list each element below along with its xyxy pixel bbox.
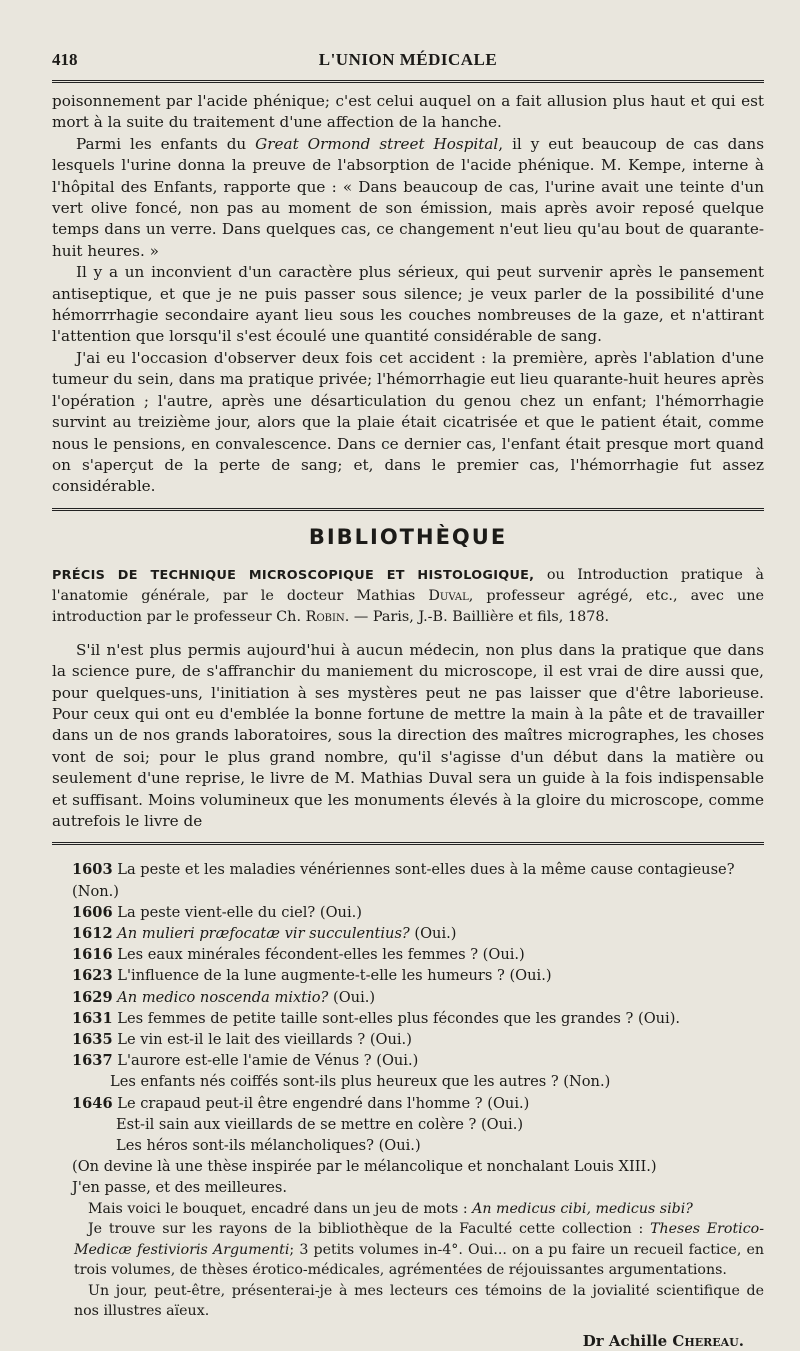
signature: Dr Achille Chereau. [582,1331,744,1350]
list-item: 1612 An mulieri præfocatæ vir succulentius? (Oui.) [72,924,457,942]
continued-paragraph: poisonnement par l'acide phénique; c'est celui auquel on a fait allusion plus haut et qui est mort à la suite du traitement d'une affection de la hanche. [52,92,764,132]
page-number: 418 [52,50,78,69]
paragraph-collection: Je trouve sur les rayons de la bibliothèque de la Faculté cette collection : Theses Erotico-Medicæ festivioris Argumenti; 3 petits volumes in-4°. Oui... on a pu faire un recueil factice, en trois volumes, de thèses érotico-médicales, agrémentées de réjouissantes argumentations. [74,1221,764,1279]
list-item: 1629 An medico noscenda mixtio? (Oui.) [72,988,376,1006]
list-item: 1616 Les eaux minérales fécondent-elles les femmes ? (Oui.) [72,946,525,964]
list-item: 1606 La peste vient-elle du ciel? (Oui.) [72,903,362,921]
list-item: 1623 L'influence de la lune augmente-t-elle les humeurs ? (Oui.) [72,967,552,985]
list-item: 1603 La peste et les maladies vénériennes sont-elles dues à la même cause contagieuse? (Non.) [72,861,735,900]
list-item: Les enfants nés coiffés sont-ils plus heureux que les autres ? (Non.) [110,1073,611,1091]
note-louis: (On devine là une thèse inspirée par le mélancolique et nonchalant Louis XIII.) [72,1158,657,1176]
list-item: 1637 L'aurore est-elle l'amie de Vénus ? (Oui.) [72,1052,419,1070]
list-item: 1646 Le crapaud peut-il être engendré dans l'homme ? (Oui.) [72,1094,530,1112]
section-title: BIBLIOTHÈQUE [308,524,508,549]
motto: An medicus cibi, medicus sibi? [472,1200,693,1217]
paragraph-promise: Un jour, peut-être, présenterai-je à mes lecteurs ces témoins de la jovialité scientifique de nos illustres aïeux. [74,1282,764,1320]
paragraph-inconvenient: Il y a un inconvient d'un caractère plus sérieux, qui peut survenir après le pansement antiseptique, et que je ne puis passer sous silence; je veux parler de la possibilité d'une hémorrrhagie secondaire ayant lieu sous les couches nombreuses de la gaze, et n'attirant l'attention que lorsqu'il s'est écoulé une quantité considérable de sang. [52,263,764,346]
page-header [52,44,764,83]
review-citation: PRÉCIS DE TECHNIQUE MICROSCOPIQUE ET HISTOLOGIQUE, ou Introduction pratique à l'anatomie générale, par le docteur Mathias Duval, professeur agrégé, etc., avec une introduction par le professeur Ch. Robin. — Paris, J.-B. Baillière et fils, 1878. [52,566,764,625]
list-item: Les héros sont-ils mélancholiques? (Oui.) [116,1137,421,1155]
list-item: 1635 Le vin est-il le lait des vieillards ? (Oui.) [72,1031,412,1048]
book-title: PRÉCIS DE TECHNIQUE MICROSCOPIQUE ET HISTOLOGIQUE, [52,567,535,583]
paragraph-accident: J'ai eu l'occasion d'observer deux fois cet accident : la première, après l'ablation d'une tumeur du sein, dans ma pratique privée; l'hémorrhagie eut lieu quarante-huit heures après l'opération ; l'autre, après une désarticulation du genou chez un enfant; l'hémorrhagie survint au treizième jour, alors que la plaie était cicatrisée et que le patient était, comme nous le pensions, en convalescence. Dans ce dernier cas, l'enfant était presque mort quand on s'aperçut de la perte de sang; et, dans le premier cas, l'hémorrhagie fut assez considérable. [52,348,764,496]
feuilleton-divider [52,842,764,845]
paragraph-bouquet: Mais voici le bouquet, encadré dans un jeu de mots : An medicus cibi, medicus sibi? [88,1200,693,1217]
list-item: Est-il sain aux vieillards de se mettre en colère ? (Oui.) [116,1115,524,1133]
paragraph-kempe: Parmi les enfants du Great Ormond street Hospital, il y eut beaucoup de cas dans lesquels l'urine donna la preuve de l'absorption de l'acide phénique. M. Kempe, interne à l'hôpital des Enfants, rapporte que : « Dans beaucoup de cas, l'urine avait une teinte d'un vert olive foncé, non pas au moment de son émission, mais après avoir reposé quelque temps dans un verre. Dans quelques cas, ce changement n'eut lieu qu'au bout de quarante-huit heures. » [52,134,765,260]
review-body: S'il n'est plus permis aujourd'hui à aucun médecin, non plus dans la pratique que dans la science pure, de s'affranchir du maniement du microscope, il est vrai de dire aussi que, pour quelques-uns, l'initiation à ses mystères peut ne pas laisser que d'être laborieuse. Pour ceux qui ont eu d'emblée la bonne fortune de mettre la main à la pâte et de travailler dans un de nos grands laboratoires, sous la direction des maîtres micrographes, les choses vont de soi; pour le plus grand nombre, qu'il s'agisse d'un début dans la matière ou seulement d'une reprise, le livre de M. Mathias Duval sera un guide à la fois indispensable et suffisant. Moins volumineux que les monuments élevés à la gloire du microscope, comme autrefois le livre de [52,640,764,830]
note-passe: J'en passe, et des meilleures. [72,1179,287,1197]
section-divider [52,508,764,511]
theses-list [52,859,764,1198]
collection-title: Theses Erotico-Medicæ festivioris Argumenti [74,1221,764,1258]
running-title: L'UNION MÉDICALE [318,50,498,69]
list-item: 1631 Les femmes de petite taille sont-elles plus fécondes que les grandes ? (Oui). [72,1009,681,1027]
hospital-name: Great Ormond street Hospital [255,134,499,153]
